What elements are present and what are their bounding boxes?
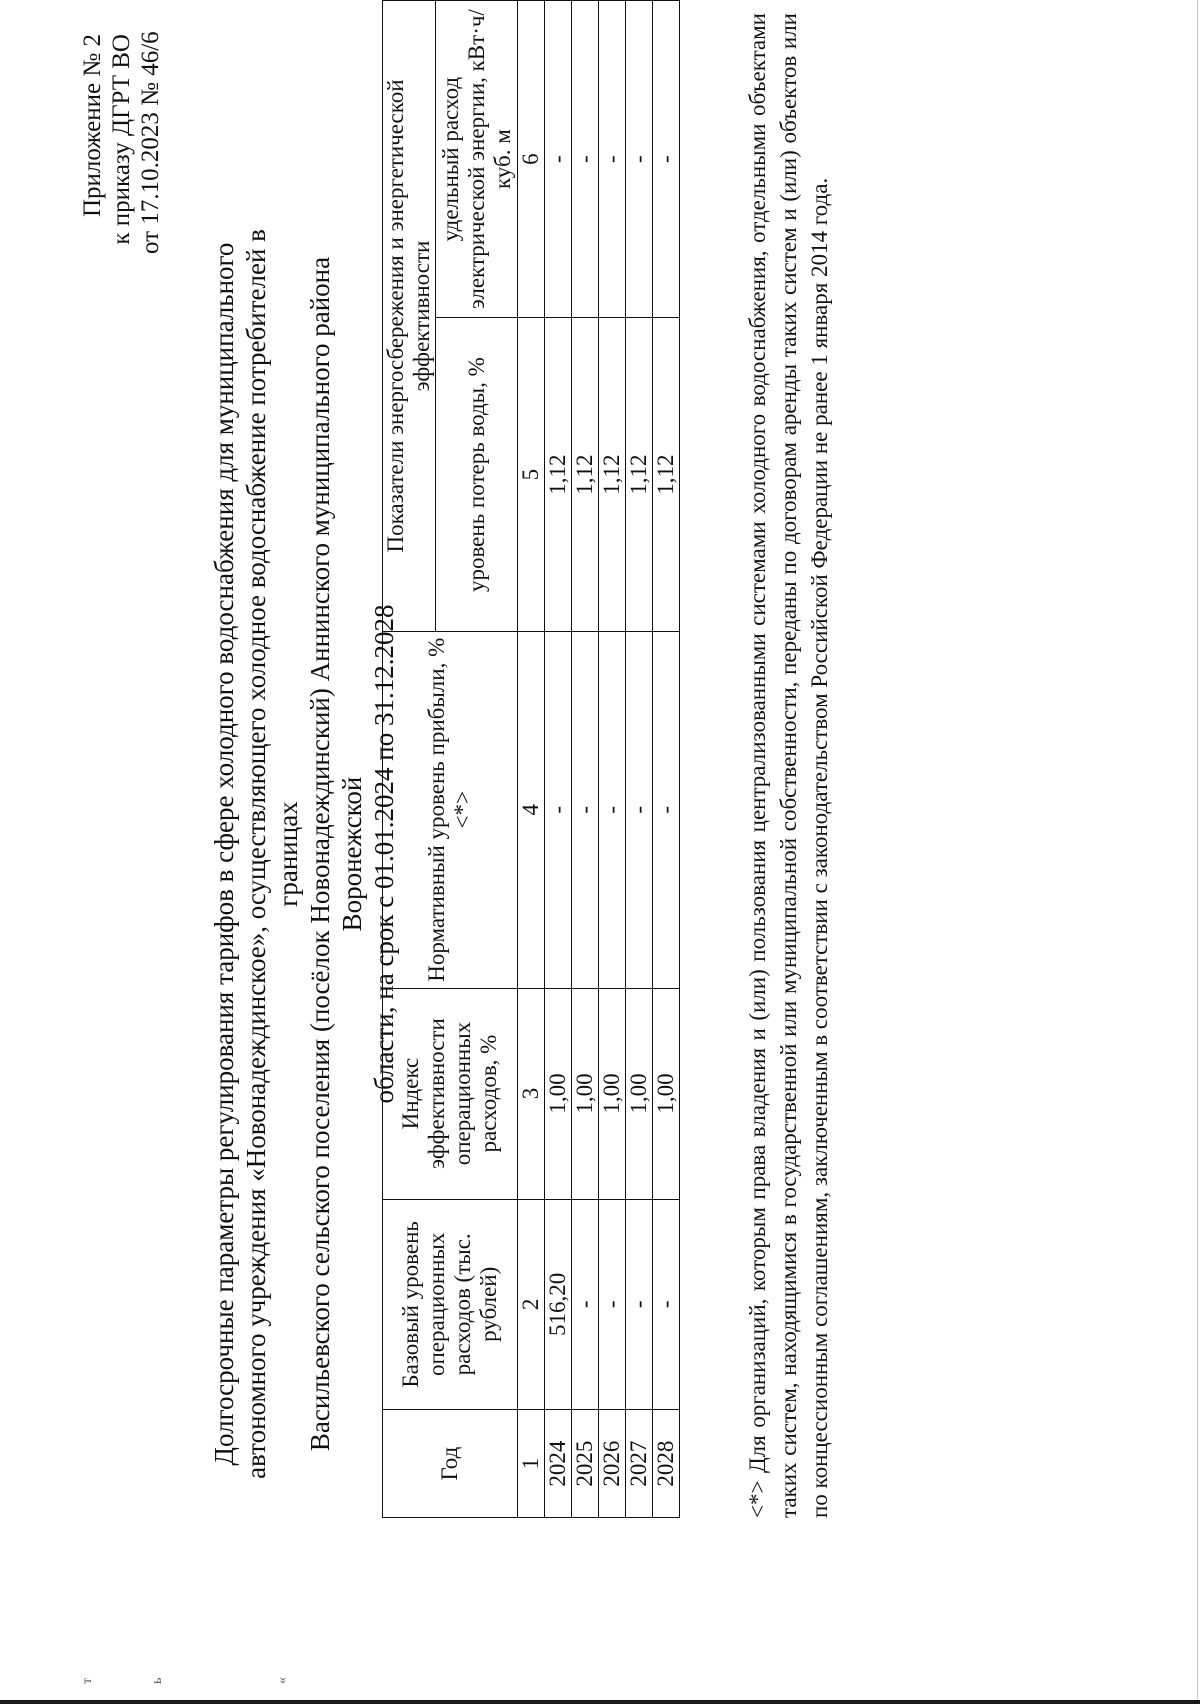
table-row	[572, 1, 599, 1518]
appendix-line: к приказу ДГРТ ВО	[108, 34, 135, 245]
header-base-level: Базовый уровень операционных расходов (тыс. рублей)	[383, 1199, 518, 1410]
cell-year: 2028	[653, 1410, 680, 1518]
cell-water-loss: 1,12	[599, 318, 626, 632]
cell-profit-level: -	[545, 631, 572, 988]
cell-base-level: 516,20	[545, 1199, 572, 1410]
column-number: 6	[518, 1, 545, 318]
header-year: Год	[383, 1410, 518, 1518]
column-number: 3	[518, 988, 545, 1199]
table-row	[599, 1, 626, 1518]
footnote: <*> Для организаций, которым права владения и (или) пользования централизованными системами холодного водоснабжения, отдельными объектами таких систем, находящимися в государственной или муниципальной собственности, переданы по договорам аренды таких систем и (или) объектов или по концессионным соглашениям, заключенным в соответствии с законодательством Российской Федерации не ранее 1 января 2014 года.	[745, 13, 832, 1518]
header-energy-consumption: удельный расход электрической энергии, кВт·ч/куб. м	[436, 1, 518, 318]
parameters-table-wrapper	[382, 0, 680, 1518]
document-title	[208, 204, 400, 1504]
appendix-reference	[78, 31, 165, 254]
cell-year: 2026	[599, 1410, 626, 1518]
scan-mark: т	[80, 1677, 95, 1684]
cell-profit-level: -	[653, 631, 680, 988]
cell-profit-level: -	[572, 631, 599, 988]
table-row	[626, 1, 653, 1518]
parameters-table	[382, 0, 680, 1518]
header-efficiency-index: Индекс эффективности операционных расходов, %	[383, 988, 518, 1199]
column-number: 2	[518, 1199, 545, 1410]
title-line: Долгосрочные параметры регулирования тарифов в сфере холодного водоснабжения для муниципального	[209, 242, 239, 1466]
cell-energy-consumption: -	[545, 1, 572, 318]
appendix-line: Приложение № 2	[79, 34, 106, 218]
header-energy-group: Показатели энергосбережения и энергетической эффективности	[383, 1, 436, 632]
header-water-loss: уровень потерь воды, %	[436, 318, 518, 632]
cell-base-level: -	[653, 1199, 680, 1410]
cell-water-loss: 1,12	[626, 318, 653, 632]
title-line: автономного учреждения «Новонадеждинское», осуществляющего холодное водоснабжение потребителей в границах	[241, 229, 303, 1479]
table-row	[545, 1, 572, 1518]
cell-base-level: -	[572, 1199, 599, 1410]
column-number: 4	[518, 631, 545, 988]
cell-year: 2025	[572, 1410, 599, 1518]
cell-year: 2027	[626, 1410, 653, 1518]
cell-profit-level: -	[626, 631, 653, 988]
table-row	[653, 1, 680, 1518]
scan-mark: ь	[150, 1677, 165, 1684]
cell-water-loss: 1,12	[572, 318, 599, 632]
cell-water-loss: 1,12	[653, 318, 680, 632]
title-line: Васильевского сельского поселения (посёлок Новонадеждинский) Аннинского муниципального района Воронежской	[305, 256, 367, 1452]
cell-energy-consumption: -	[572, 1, 599, 318]
cell-efficiency-index: 1,00	[572, 988, 599, 1199]
cell-base-level: -	[599, 1199, 626, 1410]
cell-energy-consumption: -	[653, 1, 680, 318]
header-profit-level: Нормативный уровень прибыли, % <*>	[383, 631, 518, 988]
appendix-line: от 17.10.2023 № 46/6	[137, 31, 164, 254]
cell-efficiency-index: 1,00	[653, 988, 680, 1199]
cell-efficiency-index: 1,00	[599, 988, 626, 1199]
column-number-row	[518, 1, 545, 1518]
cell-year: 2024	[545, 1410, 572, 1518]
cell-base-level: -	[626, 1199, 653, 1410]
cell-energy-consumption: -	[626, 1, 653, 318]
column-number: 1	[518, 1410, 545, 1518]
column-number: 5	[518, 318, 545, 632]
title-line: области, на срок с 01.01.2024 по 31.12.2028	[369, 604, 399, 1104]
cell-water-loss: 1,12	[545, 318, 572, 632]
cell-profit-level: -	[599, 631, 626, 988]
cell-energy-consumption: -	[599, 1, 626, 318]
cell-efficiency-index: 1,00	[545, 988, 572, 1199]
cell-efficiency-index: 1,00	[626, 988, 653, 1199]
scan-mark: «	[275, 1677, 290, 1684]
